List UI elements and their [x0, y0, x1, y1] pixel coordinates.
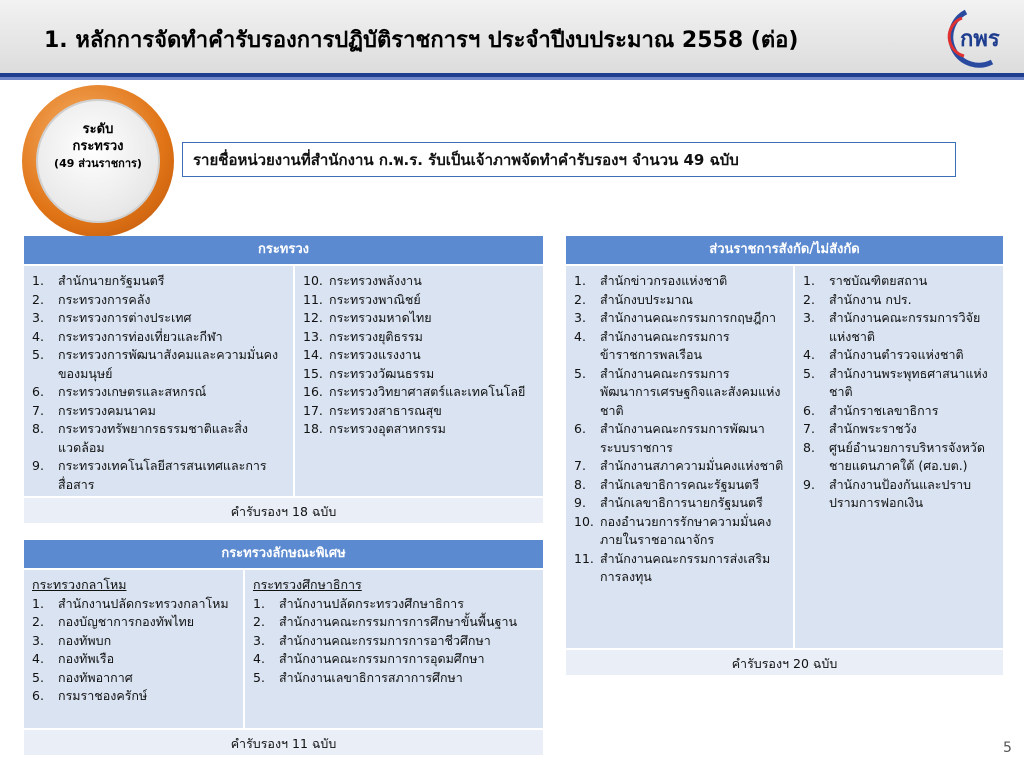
special-footer: คำรับรองฯ 11 ฉบับ — [24, 728, 543, 755]
agencies-list-2 — [803, 272, 995, 513]
list-item-number: 5. — [32, 669, 44, 685]
list-item-number: 3. — [32, 310, 44, 325]
list-item-number: 1. — [803, 273, 815, 288]
list-item-text: สำนักงานคณะกรรมการวิจัยแห่งชาติ — [829, 310, 981, 344]
list-item — [303, 346, 535, 365]
list-item-number: 2. — [803, 291, 815, 307]
list-item-number: 1. — [574, 273, 586, 288]
list-item-text: กระทรวงการคลัง — [58, 291, 151, 307]
list-item-text: กระทรวงเทคโนโลยีสารสนเทศและการสื่อสาร — [58, 458, 267, 492]
agencies-footer: คำรับรองฯ 20 ฉบับ — [566, 648, 1003, 675]
list-item-number: 4. — [32, 651, 44, 666]
list-item-number: 1. — [32, 595, 44, 611]
list-item-text: สำนักงานคณะกรรมการข้าราชการพลเรือน — [600, 328, 730, 362]
badge-line-3: (49 ส่วนราชการ) — [54, 157, 142, 170]
list-item — [253, 669, 535, 688]
list-item-text: กระทรวงยุติธรรม — [329, 328, 423, 344]
list-item — [803, 402, 995, 421]
list-item — [803, 420, 995, 439]
list-item-number: 7. — [32, 402, 44, 418]
list-item-number: 2. — [32, 291, 44, 307]
list-item-number: 17. — [303, 402, 323, 418]
list-item — [803, 365, 995, 402]
list-item-number: 11. — [303, 291, 323, 307]
headline-box: รายชื่อหน่วยงานที่สำนักงาน ก.พ.ร. รับเป็นเจ้าภาพจัดทำคำรับรองฯ จำนวน 49 ฉบับ — [182, 142, 956, 177]
list-item-number: 2. — [32, 614, 44, 629]
list-item — [303, 272, 535, 291]
list-item-number: 10. — [303, 273, 323, 288]
list-item-number: 3. — [253, 632, 265, 648]
special-col-1 — [24, 570, 243, 728]
list-item-text: ราชบัณฑิตยสถาน — [829, 273, 928, 288]
list-item — [574, 457, 785, 476]
list-item — [32, 650, 235, 669]
list-item — [303, 328, 535, 347]
list-item-text: กระทรวงการท่องเที่ยวและกีฬา — [58, 328, 223, 344]
agencies-col-2 — [793, 266, 1003, 648]
list-item — [803, 291, 995, 310]
special-list-2 — [253, 595, 535, 688]
list-item-number: 6. — [32, 688, 44, 703]
list-item — [574, 328, 785, 365]
list-item-text: สำนักงานคณะกรรมการกฤษฎีกา — [600, 310, 776, 325]
level-badge-inner — [36, 99, 160, 223]
list-item-number: 4. — [574, 328, 586, 344]
list-item — [32, 595, 235, 614]
list-item — [303, 383, 535, 402]
list-item-text: สำนักงานสภาความมั่นคงแห่งชาติ — [600, 458, 784, 473]
title-band — [0, 0, 1024, 73]
list-item-text: กระทรวงคมนาคม — [58, 402, 156, 418]
list-item-number: 10. — [574, 513, 594, 529]
list-item-text: สำนักงานคณะกรรมการการอาชีวศึกษา — [279, 632, 491, 648]
list-item — [303, 309, 535, 328]
list-item — [32, 402, 285, 421]
list-item-number: 1. — [32, 273, 44, 288]
special-list-1 — [32, 595, 235, 706]
list-item-text: กระทรวงวัฒนธรรม — [329, 365, 435, 381]
list-item-text: กระทรวงอุตสาหกรรม — [329, 421, 446, 436]
list-item-text: กระทรวงพลังงาน — [329, 273, 422, 288]
page-number: 5 — [1003, 740, 1012, 756]
list-item-number: 3. — [803, 310, 815, 325]
list-item-text: สำนักเลขาธิการคณะรัฐมนตรี — [600, 476, 760, 492]
ministries-section — [24, 236, 543, 523]
list-item — [32, 420, 285, 457]
list-item — [253, 613, 535, 632]
list-item-text: สำนักงานคณะกรรมการการศึกษาขั้นพื้นฐาน — [279, 614, 518, 629]
list-item — [32, 613, 235, 632]
ministries-col-2 — [293, 266, 543, 496]
list-item-text: กระทรวงพาณิชย์ — [329, 291, 421, 307]
special-col-2 — [243, 570, 543, 728]
list-item-text: สำนักเลขาธิการนายกรัฐมนตรี — [600, 495, 763, 510]
list-item-text: กระทรวงเกษตรและสหกรณ์ — [58, 384, 207, 399]
list-item-number: 6. — [32, 384, 44, 399]
list-item — [32, 291, 285, 310]
list-item-number: 5. — [803, 365, 815, 381]
list-item — [574, 420, 785, 457]
list-item-text: กองอำนวยการรักษาความมั่นคงภายในราชอาณาจักร — [600, 513, 772, 547]
badge-line-2: กระทรวง — [72, 139, 124, 154]
ministries-col-1 — [24, 266, 293, 496]
list-item-text: สำนักงาน กปร. — [829, 291, 912, 307]
list-item — [574, 291, 785, 310]
list-item-text: สำนักงานตำรวจแห่งชาติ — [829, 347, 964, 362]
list-item-number: 5. — [574, 365, 586, 381]
agencies-section — [566, 236, 1003, 675]
special-section — [24, 540, 543, 755]
list-item — [574, 513, 785, 550]
list-item-text: กระทรวงสาธารณสุข — [329, 402, 442, 418]
list-item-text: กองทัพเรือ — [58, 651, 115, 666]
list-item — [32, 457, 285, 494]
list-item — [803, 476, 995, 513]
list-item-number: 15. — [303, 365, 323, 381]
list-item-text: สำนักงานเลขาธิการสภาการศึกษา — [279, 669, 463, 685]
list-item-text: สำนักงานป้องกันและปราบปรามการฟอกเงิน — [829, 476, 972, 510]
list-item-text: สำนักราชเลขาธิการ — [829, 402, 939, 418]
badge-line-1: ระดับ — [82, 122, 114, 137]
list-item-text: สำนักงานคณะกรรมการส่งเสริมการลงทุน — [600, 550, 771, 584]
list-item-text: สำนักงานคณะกรรมการพัฒนาการเศรษฐกิจและสังคมแห่งชาติ — [600, 365, 781, 418]
list-item-number: 4. — [32, 328, 44, 344]
list-item-text: กระทรวงแรงงาน — [329, 347, 421, 362]
list-item — [32, 669, 235, 688]
list-item-number: 4. — [253, 651, 265, 666]
list-item — [803, 309, 995, 346]
list-item-number: 6. — [803, 402, 815, 418]
list-item-number: 8. — [32, 421, 44, 436]
agencies-header: ส่วนราชการสังกัด/ไม่สังกัด — [566, 236, 1003, 264]
list-item-text: กองทัพบก — [58, 632, 112, 648]
list-item-text: สำนักพระราชวัง — [829, 421, 917, 436]
list-item — [32, 272, 285, 291]
list-item — [803, 272, 995, 291]
list-item-number: 5. — [32, 347, 44, 362]
list-item-text: สำนักงบประมาณ — [600, 291, 694, 307]
list-item-number: 12. — [303, 310, 323, 325]
agencies-col-1 — [566, 266, 793, 648]
list-item-number: 9. — [574, 495, 586, 510]
list-item-number: 16. — [303, 384, 323, 399]
page-title: 1. หลักการจัดทำคำรับรองการปฏิบัติราชการฯ ประจำปีงบประมาณ 2558 (ต่อ) — [44, 28, 799, 53]
list-item-number: 14. — [303, 347, 323, 362]
list-item-number: 2. — [253, 614, 265, 629]
list-item — [303, 420, 535, 439]
ministries-list-2 — [303, 272, 535, 439]
list-item-text: กระทรวงการพัฒนาสังคมและความมั่นคงของมนุษย์ — [58, 347, 279, 381]
agencies-body — [566, 264, 1003, 648]
list-item — [303, 402, 535, 421]
list-item-number: 7. — [574, 458, 586, 473]
list-item — [32, 309, 285, 328]
list-item-text: สำนักงานปลัดกระทรวงกลาโหม — [58, 595, 229, 611]
list-item-number: 9. — [803, 476, 815, 492]
list-item-number: 18. — [303, 421, 323, 436]
special-body — [24, 568, 543, 728]
list-item — [253, 595, 535, 614]
list-item-text: กองบัญชาการกองทัพไทย — [58, 614, 195, 629]
ministries-list-1 — [32, 272, 285, 494]
list-item-number: 11. — [574, 550, 594, 566]
list-item-text: กรมราชองครักษ์ — [58, 688, 148, 703]
list-item-text: ศูนย์อำนวยการบริหารจังหวัดชายแดนภาคใต้ (ศอ.บต.) — [829, 439, 985, 473]
list-item — [574, 272, 785, 291]
list-item — [32, 687, 235, 706]
list-item — [574, 550, 785, 587]
list-item — [32, 632, 235, 651]
list-item — [574, 494, 785, 513]
list-item — [574, 365, 785, 421]
list-item — [574, 476, 785, 495]
list-item-number: 3. — [32, 632, 44, 648]
list-item-number: 2. — [574, 291, 586, 307]
ministries-header: กระทรวง — [24, 236, 543, 264]
list-item-text: สำนักงานพระพุทธศาสนาแห่งชาติ — [829, 365, 988, 399]
list-item — [32, 328, 285, 347]
list-item-text: สำนักงานคณะกรรมการการอุดมศึกษา — [279, 651, 485, 666]
ministries-footer: คำรับรองฯ 18 ฉบับ — [24, 496, 543, 523]
list-item-number: 5. — [253, 669, 265, 685]
list-item — [803, 439, 995, 476]
list-item-text: สำนักงานปลัดกระทรวงศึกษาธิการ — [279, 595, 464, 611]
list-item-number: 6. — [574, 421, 586, 436]
special-header: กระทรวงลักษณะพิเศษ — [24, 540, 543, 568]
list-item-number: 7. — [803, 421, 815, 436]
special-col-2-title: กระทรวงศึกษาธิการ — [253, 577, 362, 592]
list-item — [303, 365, 535, 384]
list-item — [253, 650, 535, 669]
list-item-text: สำนักข่าวกรองแห่งชาติ — [600, 273, 728, 288]
list-item-number: 3. — [574, 310, 586, 325]
list-item — [303, 291, 535, 310]
level-badge — [22, 85, 174, 237]
list-item — [253, 632, 535, 651]
title-underline-light — [0, 77, 1024, 80]
list-item-number: 8. — [803, 439, 815, 455]
list-item — [32, 383, 285, 402]
list-item-text: กระทรวงวิทยาศาสตร์และเทคโนโลยี — [329, 384, 526, 399]
list-item-text: กองทัพอากาศ — [58, 669, 133, 685]
agencies-list-1 — [574, 272, 785, 587]
list-item — [803, 346, 995, 365]
list-item-text: สำนักนายกรัฐมนตรี — [58, 273, 165, 288]
logo-text: กพร — [960, 27, 1000, 52]
list-item-text: กระทรวงการต่างประเทศ — [58, 310, 192, 325]
list-item — [32, 346, 285, 383]
list-item-number: 8. — [574, 476, 586, 492]
list-item-text: กระทรวงทรัพยากรธรรมชาติและสิ่งแวดล้อม — [58, 421, 248, 455]
ministries-body — [24, 264, 543, 496]
special-col-1-title: กระทรวงกลาโหม — [32, 577, 127, 592]
list-item-number: 9. — [32, 458, 44, 473]
list-item-number: 4. — [803, 347, 815, 362]
list-item-number: 13. — [303, 328, 323, 344]
list-item-text: สำนักงานคณะกรรมการพัฒนาระบบราชการ — [600, 421, 765, 455]
opdc-logo-icon — [936, 4, 1020, 70]
list-item — [574, 309, 785, 328]
list-item-text: กระทรวงมหาดไทย — [329, 310, 432, 325]
list-item-number: 1. — [253, 595, 265, 611]
